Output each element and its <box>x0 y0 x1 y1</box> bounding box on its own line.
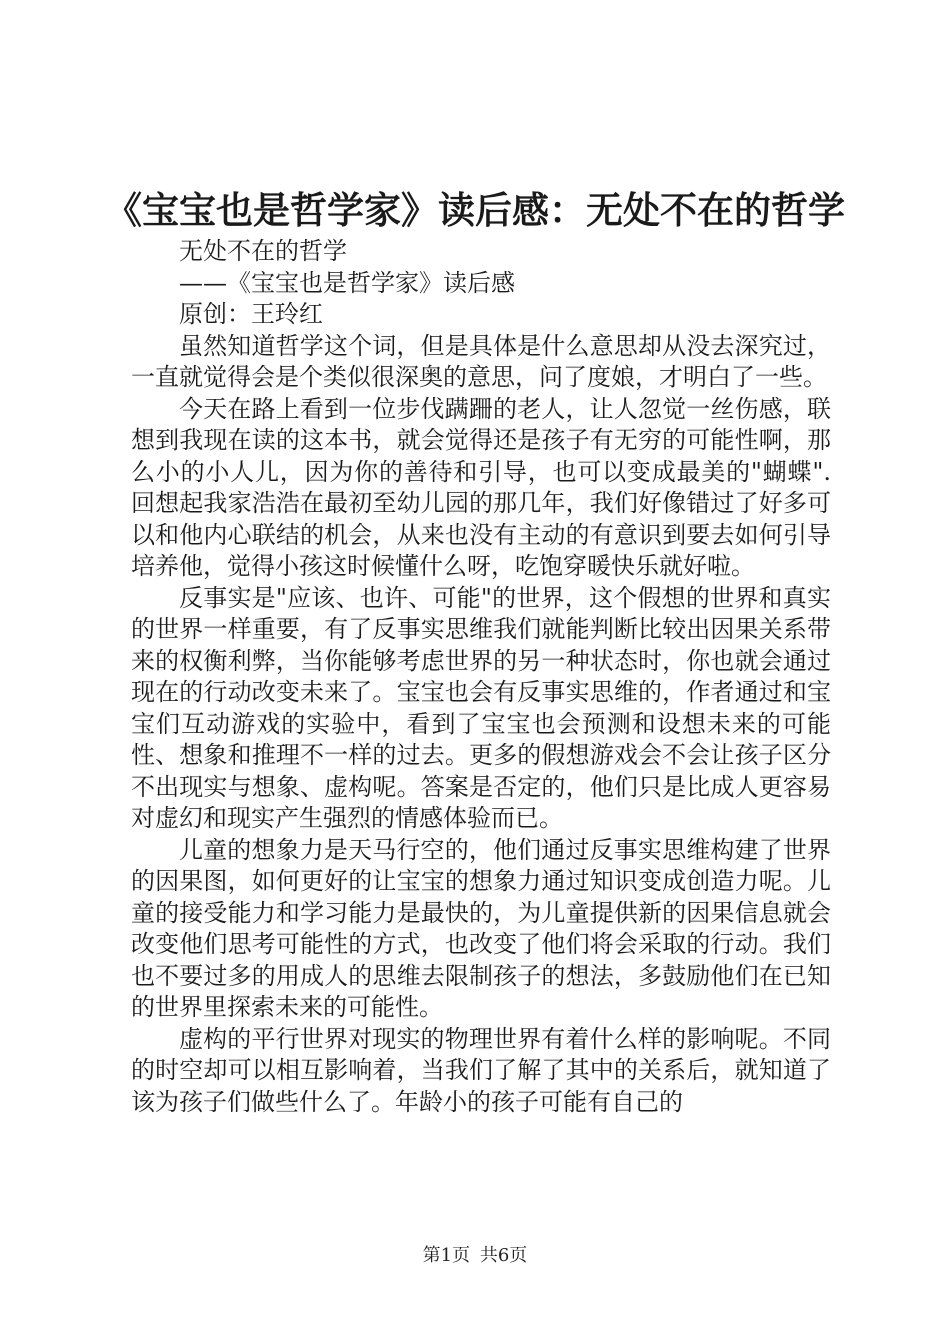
paragraph-3: 反事实是"应该、也许、可能"的世界，这个假想的世界和真实的世界一样重要，有了反事实思维我们就能判断比较出因果关系带来的权衡利弊，当你能够考虑世界的另一种状态时，你也就会通过现在的行动改变未来了。宝宝也会有反事实思维的，作者通过和宝宝们互动游戏的实验中，看到了宝宝也会预测和设想未来的可能性、想象和推理不一样的过去。更多的假想游戏会不会让孩子区分不出现实与想象、虚构呢。答案是否定的，他们只是比成人更容易对虚幻和现实产生强烈的情感体验而已。 <box>131 583 831 832</box>
paragraph-4: 儿童的想象力是天马行空的，他们通过反事实思维构建了世界的因果图，如何更好的让宝宝的想象力通过知识变成创造力呢。儿童的接受能力和学习能力是最快的，为儿童提供新的因果信息就会改变他们思考可能性的方式，也改变了他们将会采取的行动。我们也不要过多的用成人的思维去限制孩子的想法，多鼓励他们在已知的世界里探索未来的可能性。 <box>131 835 831 1021</box>
page-footer <box>0 1244 950 1268</box>
source-line: ——《宝宝也是哲学家》读后感 <box>179 268 515 297</box>
author-line: 原创：王玲红 <box>179 300 323 328</box>
paragraph-1: 虽然知道哲学这个词，但是具体是什么意思却从没去深究过，一直就觉得会是个类似很深奥的意思，问了度娘，才明白了一些。 <box>131 331 831 391</box>
paragraph-5: 虚构的平行世界对现实的物理世界有着什么样的影响呢。不同的时空却可以相互影响着，当我们了解了其中的关系后，就知道了该为孩子们做些什么了。年龄小的孩子可能有自己的 <box>131 1024 831 1116</box>
page-number: 第1页 <box>422 1245 471 1266</box>
subtitle: 无处不在的哲学 <box>179 237 347 265</box>
document-body <box>131 236 831 1118</box>
page-total: 共6页 <box>479 1245 528 1266</box>
document-title: 《宝宝也是哲学家》读后感：无处不在的哲学 <box>105 188 845 232</box>
paragraph-2: 今天在路上看到一位步伐蹒跚的老人，让人忽觉一丝伤感，联想到我现在读的这本书，就会觉得还是孩子有无穷的可能性啊，那么小的小人儿，因为你的善待和引导，也可以变成最美的"蝴蝶".回想起我家浩浩在最初至幼儿园的那几年，我们好像错过了好多可以和他内心联结的机会，从来也没有主动的有意识到要去如何引导培养他，觉得小孩这时候懂什么呀，吃饱穿暖快乐就好啦。 <box>131 394 831 580</box>
